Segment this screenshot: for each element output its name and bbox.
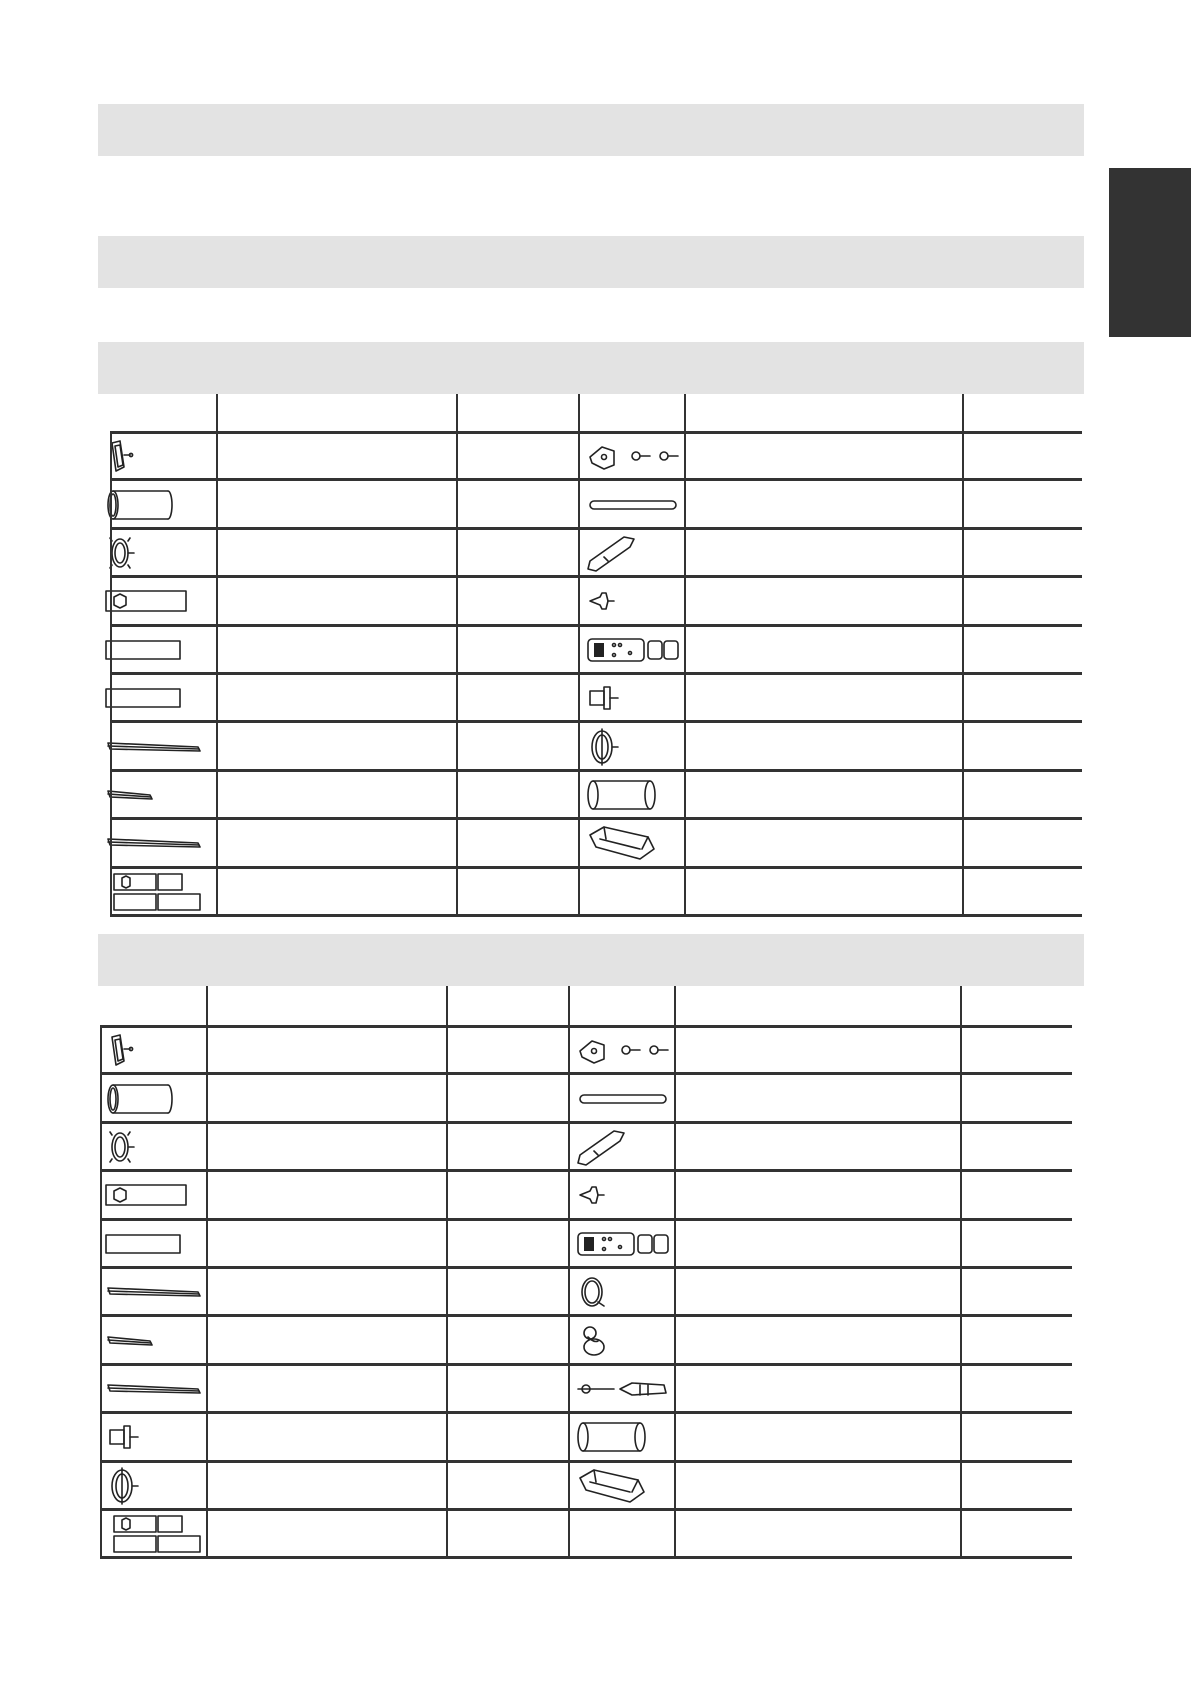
header-qty-left (446, 986, 568, 1026)
right-qty-cell (960, 1220, 1072, 1268)
right-qty-cell (962, 722, 1082, 770)
round-adapter-icon (104, 1464, 144, 1508)
left-qty-cell (456, 577, 578, 625)
right-name-cell (674, 1026, 960, 1074)
window-clip-icon (574, 1125, 630, 1169)
right-qty-cell (960, 1316, 1072, 1364)
window-panel-hole-icon (98, 577, 216, 625)
right-qty-cell (960, 1413, 1072, 1461)
table-header-row (98, 986, 1084, 1026)
bracket-screws-icon (574, 1033, 674, 1067)
adapter-icon (98, 1123, 206, 1171)
left-name-cell (206, 1074, 446, 1122)
left-name-cell (216, 722, 456, 770)
table-row (98, 1316, 1084, 1364)
column-divider (962, 394, 964, 916)
window-adapter-icon (574, 1464, 654, 1508)
rope-lock-icon (574, 1321, 614, 1361)
drain-connector-icon (98, 1413, 206, 1461)
right-qty-cell (962, 674, 1082, 722)
left-qty-cell (456, 432, 578, 480)
right-name-cell (684, 480, 962, 528)
short-strip-icon (104, 1329, 164, 1353)
header-name-right (674, 986, 960, 1026)
window-panel-hole-icon (104, 1182, 190, 1208)
table-rule (110, 914, 1082, 917)
column-divider (446, 986, 448, 1558)
left-name-cell (206, 1365, 446, 1413)
table-row (98, 1123, 1084, 1171)
left-name-cell (216, 868, 456, 916)
left-qty-cell (456, 626, 578, 674)
left-name-cell (216, 432, 456, 480)
header-icon-left (98, 986, 206, 1026)
left-name-cell (216, 674, 456, 722)
table-row (98, 1220, 1084, 1268)
bracket-screws-icon (568, 1026, 674, 1074)
left-qty-cell (456, 529, 578, 577)
rope-lock-icon (568, 1316, 674, 1364)
drain-plug-icon (568, 1171, 674, 1219)
adapter-icon (98, 529, 216, 577)
left-qty-cell (446, 1074, 568, 1122)
section-band-4 (98, 934, 1084, 986)
right-name-cell (684, 819, 962, 867)
remote-batteries-icon (578, 626, 684, 674)
header-icon-right (568, 986, 674, 1026)
left-qty-cell (456, 480, 578, 528)
window-panel-icon (104, 1231, 184, 1257)
remote-batteries-icon (574, 1229, 674, 1259)
column-divider (206, 986, 208, 1558)
drain-connector-icon (578, 674, 684, 722)
right-qty-cell (960, 1268, 1072, 1316)
window-panel-icon (98, 674, 216, 722)
right-qty-cell (962, 771, 1082, 819)
left-name-cell (206, 1413, 446, 1461)
table-row (98, 626, 1084, 674)
left-qty-cell (456, 868, 578, 916)
table-rule (100, 1556, 1072, 1559)
column-divider (216, 394, 218, 916)
long-strip-icon (98, 1365, 206, 1413)
left-name-cell (206, 1171, 446, 1219)
section-band-2 (98, 236, 1084, 288)
table-row (98, 432, 1084, 480)
table-header-row (98, 394, 1084, 432)
left-qty-cell (446, 1316, 568, 1364)
left-qty-cell (446, 1413, 568, 1461)
right-name-cell (674, 1316, 960, 1364)
left-qty-cell (456, 722, 578, 770)
right-name-cell (674, 1074, 960, 1122)
window-clip-icon (584, 531, 640, 575)
parts-table-a (98, 394, 1082, 916)
right-name-cell (674, 1220, 960, 1268)
exhaust-hose-icon (98, 480, 216, 528)
table-row (98, 868, 1084, 916)
window-clip-icon (578, 529, 684, 577)
table-row (98, 722, 1084, 770)
drain-connector-icon (584, 681, 630, 715)
header-name-right (684, 394, 962, 432)
table-row (98, 1026, 1084, 1074)
right-name-cell (684, 529, 962, 577)
table-row (98, 1510, 1084, 1558)
right-qty-cell (960, 1171, 1072, 1219)
right-name-cell (674, 1413, 960, 1461)
round-adapter-icon (98, 1462, 206, 1510)
left-name-cell (216, 577, 456, 625)
left-qty-cell (446, 1220, 568, 1268)
right-name-cell (674, 1462, 960, 1510)
right-qty-cell (962, 868, 1082, 916)
window-clip-icon (568, 1123, 674, 1171)
bracket-screws-icon (584, 439, 684, 473)
adapter-icon (104, 1127, 144, 1167)
long-strip-icon (104, 1280, 204, 1304)
window-panel-icon (98, 1220, 206, 1268)
right-qty-cell (962, 432, 1082, 480)
window-adapter-icon (578, 819, 684, 867)
table-row (98, 1365, 1084, 1413)
right-qty-cell (962, 626, 1082, 674)
left-name-cell (206, 1510, 446, 1558)
drain-connector-icon (104, 1420, 150, 1454)
right-name-cell (674, 1365, 960, 1413)
left-name-cell (206, 1026, 446, 1074)
right-name-cell (674, 1510, 960, 1558)
drain-tube-icon (574, 1087, 674, 1111)
right-qty-cell (960, 1510, 1072, 1558)
header-qty-left (456, 394, 578, 432)
left-qty-cell (446, 1365, 568, 1413)
column-divider (578, 394, 580, 916)
table-row (98, 529, 1084, 577)
table-row (98, 1268, 1084, 1316)
right-name-cell (684, 771, 962, 819)
right-name-cell (684, 868, 962, 916)
right-qty-cell (960, 1462, 1072, 1510)
left-name-cell (216, 771, 456, 819)
right-qty-cell (960, 1365, 1072, 1413)
table-row (98, 1413, 1084, 1461)
left-qty-cell (456, 819, 578, 867)
right-qty-cell (962, 577, 1082, 625)
right-name-cell (674, 1123, 960, 1171)
left-name-cell (216, 529, 456, 577)
hose-clamp-icon (568, 1268, 674, 1316)
long-strip-icon (98, 1268, 206, 1316)
short-strip-icon (98, 1316, 206, 1364)
remote-batteries-icon (584, 635, 684, 665)
left-qty-cell (446, 1510, 568, 1558)
round-adapter-icon (584, 725, 624, 769)
right-name-cell (684, 432, 962, 480)
panel-kit-icon (98, 1510, 206, 1558)
nozzle-icon (98, 432, 216, 480)
table-row (98, 577, 1084, 625)
right-qty-cell (960, 1074, 1072, 1122)
column-divider (674, 986, 676, 1558)
table-left-edge (110, 432, 112, 916)
header-name-left (206, 986, 446, 1026)
drain-plug-icon (578, 577, 684, 625)
short-strip-icon (104, 783, 164, 807)
column-divider (960, 986, 962, 1558)
long-strip-icon (104, 735, 204, 759)
right-name-cell (684, 626, 962, 674)
parts-table-b (98, 986, 1072, 1558)
drain-tube-icon (578, 480, 684, 528)
left-qty-cell (446, 1462, 568, 1510)
drain-tube-icon (568, 1074, 674, 1122)
column-divider (456, 394, 458, 916)
table-row (98, 819, 1084, 867)
window-panel-hole-icon (98, 1171, 206, 1219)
exhaust-hose-icon (104, 487, 176, 523)
nozzle-icon (104, 1031, 144, 1069)
left-name-cell (206, 1268, 446, 1316)
empty-icon-cell (578, 868, 684, 916)
left-name-cell (206, 1316, 446, 1364)
round-adapter-icon (578, 722, 684, 770)
screw-anchor-icon (574, 1377, 670, 1401)
panel-kit-icon (104, 870, 204, 914)
window-panel-icon (104, 685, 184, 711)
section-band-3 (98, 342, 1084, 394)
short-strip-icon (98, 771, 216, 819)
right-name-cell (684, 577, 962, 625)
section-band-1 (98, 104, 1084, 156)
exhaust-hose-icon (98, 1074, 206, 1122)
hose-icon (568, 1413, 674, 1461)
left-qty-cell (456, 771, 578, 819)
left-qty-cell (446, 1026, 568, 1074)
left-qty-cell (456, 674, 578, 722)
column-divider (568, 986, 570, 1558)
header-icon-right (578, 394, 684, 432)
left-name-cell (206, 1220, 446, 1268)
empty-icon-cell (568, 1510, 674, 1558)
right-name-cell (684, 722, 962, 770)
drain-tube-icon (584, 493, 684, 517)
drain-plug-icon (584, 583, 624, 619)
left-qty-cell (446, 1171, 568, 1219)
window-panel-icon (104, 637, 184, 663)
long-strip-icon (104, 1377, 204, 1401)
table-row (98, 1074, 1084, 1122)
header-qty-right (960, 986, 1072, 1026)
right-name-cell (674, 1171, 960, 1219)
hose-clamp-icon (574, 1272, 614, 1312)
long-strip-icon (98, 722, 216, 770)
table-row (98, 674, 1084, 722)
long-strip-icon (98, 819, 216, 867)
window-panel-icon (98, 626, 216, 674)
drain-plug-icon (574, 1177, 614, 1213)
column-divider (684, 394, 686, 916)
header-name-left (216, 394, 456, 432)
right-name-cell (684, 674, 962, 722)
right-qty-cell (960, 1026, 1072, 1074)
right-name-cell (674, 1268, 960, 1316)
table-left-edge (100, 1026, 102, 1558)
panel-kit-icon (98, 868, 216, 916)
hose-icon (584, 777, 660, 813)
window-adapter-icon (568, 1462, 674, 1510)
table-row (98, 480, 1084, 528)
long-strip-icon (104, 831, 204, 855)
header-icon-left (98, 394, 216, 432)
right-qty-cell (962, 529, 1082, 577)
hose-icon (574, 1419, 650, 1455)
left-qty-cell (446, 1268, 568, 1316)
section-tab-marker (1109, 168, 1191, 337)
table-row (98, 771, 1084, 819)
header-qty-right (962, 394, 1082, 432)
exhaust-hose-icon (104, 1081, 176, 1117)
left-name-cell (206, 1462, 446, 1510)
right-qty-cell (962, 819, 1082, 867)
bracket-screws-icon (578, 432, 684, 480)
right-qty-cell (962, 480, 1082, 528)
left-qty-cell (446, 1123, 568, 1171)
right-qty-cell (960, 1123, 1072, 1171)
window-panel-hole-icon (104, 588, 190, 614)
table-row (98, 1462, 1084, 1510)
hose-icon (578, 771, 684, 819)
left-name-cell (216, 819, 456, 867)
left-name-cell (216, 626, 456, 674)
remote-batteries-icon (568, 1220, 674, 1268)
left-name-cell (216, 480, 456, 528)
screw-anchor-icon (568, 1365, 674, 1413)
nozzle-icon (98, 1026, 206, 1074)
panel-kit-icon (104, 1512, 204, 1556)
table-row (98, 1171, 1084, 1219)
left-name-cell (206, 1123, 446, 1171)
window-adapter-icon (584, 821, 664, 865)
